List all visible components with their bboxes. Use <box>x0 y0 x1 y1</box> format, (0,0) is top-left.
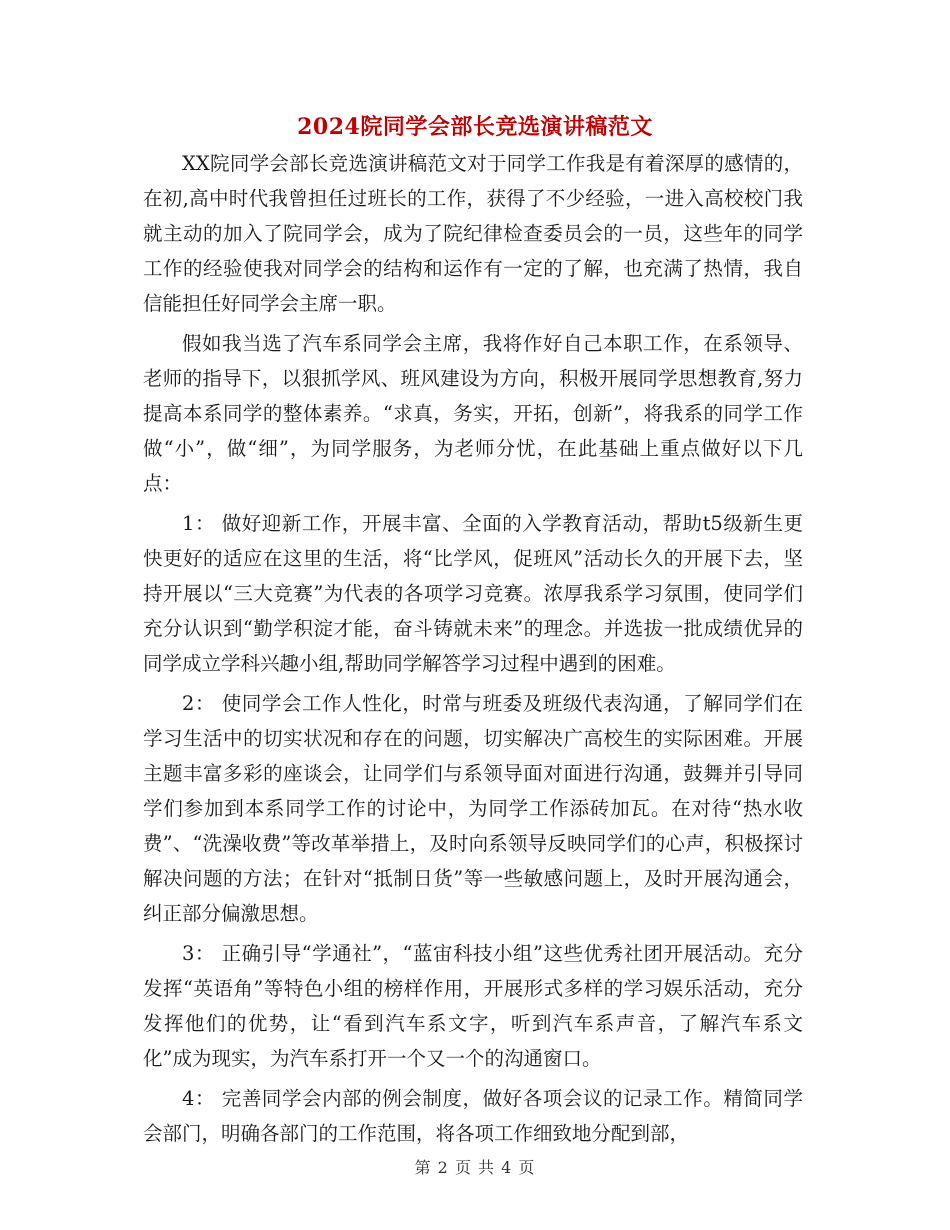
paragraph-plan: 假如我当选了汽车系同学会主席，我将作好自己本职工作，在系领导、老师的指导下，以狠抓学风、班风建设为方向，积极开展同学思想教育,努力提高本系同学的整体素养。“求真，务实，开拓，创新”，将我系的同学工作做“小”，做“细”，为同学服务，为老师分忧，在此基础上重点做好以下几点： <box>143 332 803 495</box>
document-title: 2024院同学会部长竞选演讲稿范文 <box>297 114 653 140</box>
paragraph-intro: XX院同学会部长竞选演讲稿范文对于同学工作我是有着深厚的感情的，在初,高中时代我曾担任过班长的工作，获得了不少经验，一进入高校校门我就主动的加入了院同学会，成为了院纪律检查委员会的一员，这些年的同学工作的经验使我对同学会的结构和运作有一定的了解，也充满了热情，我自信能担任好同学会主席一职。 <box>143 152 803 315</box>
document-body <box>143 146 803 1156</box>
paragraph-point-1: 1： 做好迎新工作，开展丰富、全面的入学教育活动，帮助t5级新生更快更好的适应在这里的生活，将“比学风，促班风”活动长久的开展下去，坚持开展以“三大竞赛”为代表的各项学习竞赛。浓厚我系学习氛围，使同学们充分认识到“勤学积淀才能，奋斗铸就未来”的理念。并选拔一批成绩优异的同学成立学科兴趣小组,帮助同学解答学习过程中遇到的困难。 <box>143 512 803 675</box>
page-number: 第 2 页 共 4 页 <box>414 1158 536 1177</box>
paragraph-point-4: 4： 完善同学会内部的例会制度，做好各项会议的记录工作。精简同学会部门，明确各部门的工作范围，将各项工作细致地分配到部， <box>143 1087 803 1145</box>
paragraph-point-2: 2： 使同学会工作人性化，时常与班委及班级代表沟通，了解同学们在学习生活中的切实状况和存在的问题，切实解决广高校生的实际困难。开展主题丰富多彩的座谈会，让同学们与系领导面对面进行沟通，鼓舞并引导同学们参加到本系同学工作的讨论中，为同学工作添砖加瓦。在对待“热水收费”、“洗澡收费”等改革举措上，及时向系领导反映同学们的心声，积极探讨解决问题的方法；在针对“抵制日货”等一些敏感问题上，及时开展沟通会，纠正部分偏激思想。 <box>143 692 803 925</box>
paragraph-point-3: 3： 正确引导“学通社”，“蓝宙科技小组”这些优秀社团开展活动。充分发挥“英语角”等特色小组的榜样作用，开展形式多样的学习娱乐活动，充分发挥他们的优势，让“看到汽车系文字，听到汽车系声音，了解汽车系文化”成为现实，为汽车系打开一个又一个的沟通窗口。 <box>143 942 803 1070</box>
